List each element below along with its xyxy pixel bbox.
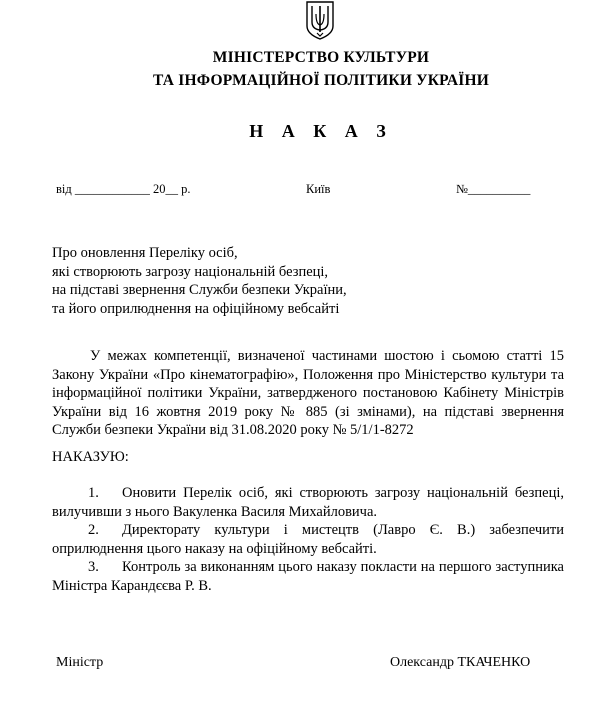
signatory-name: Олександр ТКАЧЕНКО	[390, 655, 531, 670]
item-number: 2.	[88, 522, 99, 538]
order-items-list	[52, 484, 564, 595]
subject-line: на підставі звернення Служби безпеки України,	[52, 282, 347, 298]
order-item	[52, 484, 564, 521]
subject-line: Про оновлення Переліку осіб,	[52, 245, 238, 261]
document-date: від ____________ 20__ р.	[56, 182, 191, 196]
document-title: Н А К А З	[249, 121, 393, 141]
item-number: 1.	[88, 485, 99, 501]
document-number: №__________	[456, 182, 531, 196]
order-heading: НАКАЗУЮ:	[52, 449, 129, 465]
subject-line: які створюють загрозу національній безпеці,	[52, 263, 329, 280]
document-city: Київ	[306, 182, 331, 196]
ministry-name-line-2: ТА ІНФОРМАЦІЙНОЇ ПОЛІТИКИ УКРАЇНИ	[153, 72, 489, 89]
ministry-name-line-1: МІНІСТЕРСТВО КУЛЬТУРИ	[212, 49, 430, 66]
order-item	[52, 558, 564, 595]
document-subject	[52, 244, 347, 318]
signatory-role: Міністр	[56, 655, 104, 670]
subject-line: та його оприлюднення на офіційному вебсайті	[52, 300, 340, 317]
item-number: 3.	[88, 559, 99, 575]
item-text: Оновити Перелік осіб, які створюють загрозу національній безпеці, вилучивши з нього Вакуленка Василя Михайловича.	[52, 485, 564, 520]
item-text: Контроль за виконанням цього наказу покласти на першого заступника Міністра Карандєєва Р. В.	[52, 559, 564, 594]
order-item	[52, 521, 564, 558]
item-text: Директорату культури і мистецтв (Лавро Є. В.) забезпечити оприлюднення цього наказу на офіційному вебсайті.	[52, 522, 564, 557]
coat-of-arms-trident-icon	[304, 0, 336, 40]
preamble-paragraph: У межах компетенції, визначеної частинами шостою і сьомою статті 15 Закону України «Про кінематографію», Положення про Міністерство культури та інформаційної політики України, затвердженого постановою Кабінету Міністрів України від 16 жовтня 2019 року № 885 (зі змінами), на підставі звернення Служби безпеки України від 31.08.2020 року № 5/1/1-8272	[52, 348, 564, 439]
